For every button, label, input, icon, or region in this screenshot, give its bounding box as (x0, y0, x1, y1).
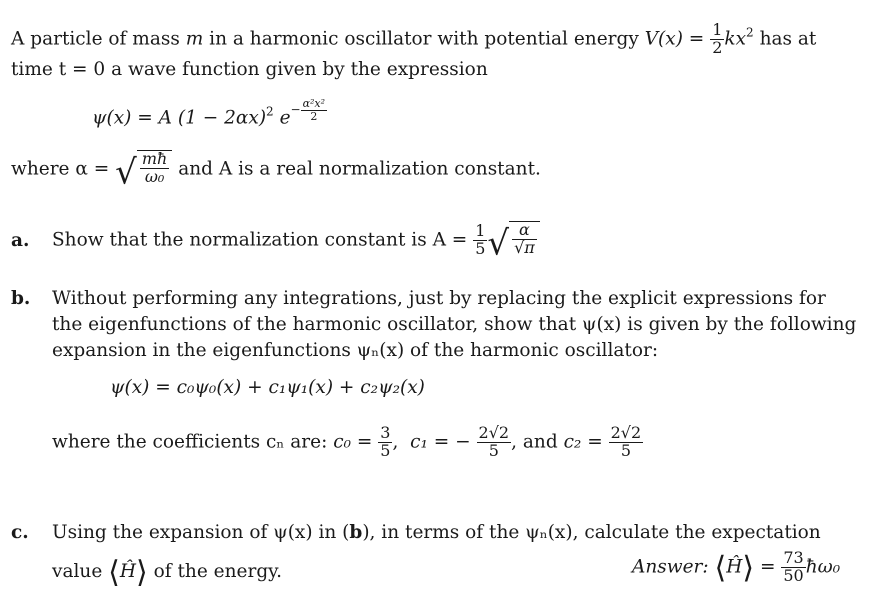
part-c-energy-text: of the energy. (153, 561, 283, 582)
part-b-label: b. (11, 288, 31, 309)
psi-exponent: − $\frac{\text{α²x²}}{2}$ (290, 97, 326, 123)
c0-lhs: c₀ = (333, 431, 373, 453)
psi-equation (92, 98, 327, 128)
intro-line-1 (11, 22, 816, 57)
intro-line-2: time t = 0 a wave function given by the expression (11, 59, 488, 80)
c1-lhs: c₁ = − (410, 431, 471, 453)
right-angle: ⟩ (136, 555, 148, 590)
part-c-line-1 (52, 524, 821, 543)
alpha-post-text: and A is a real normalization constant. (178, 158, 541, 180)
answer-right-angle: ⟩ (742, 550, 755, 586)
part-a-label: a. (11, 230, 30, 251)
part-c-label: c. (11, 522, 29, 543)
part-c-line-2 (52, 555, 283, 590)
part-a-sqrt: √ $\frac{\alpha}{√\pi}$ (487, 221, 539, 260)
psi-power: 2 (266, 104, 274, 119)
hamiltonian-symbol: Ĥ (119, 561, 137, 582)
left-angle: ⟨ (108, 555, 120, 590)
answer-units: ħω₀ (805, 556, 841, 578)
part-c-text-post: ), in terms of the ψₙ(x), calculate the expectation (362, 522, 821, 543)
answer-hamiltonian: Ĥ (726, 556, 743, 578)
coefficients-line: where the coefficients cₙ are: c₀ = $\frac{3}{5}$ , c₁ = − $\frac{2√2}{5}$ , and c₂ = $\frac{2√2}{5}$ (52, 423, 642, 460)
part-a-fraction: $\frac{1}{5}$ (475, 221, 486, 259)
coefficients-intro: where the coefficients cₙ are: (52, 431, 328, 453)
alpha-sqrt: √ $\frac{mħ}{\text{ω₀}}$ (115, 150, 172, 189)
and-word: and (522, 431, 558, 453)
part-c-ref: b (349, 522, 363, 543)
intro-text-mid: in a harmonic oscillator with potential energy (209, 28, 639, 50)
c0-fraction: $\frac{3}{5}$ (380, 423, 391, 460)
potential-lhs: V(x) = (644, 28, 705, 50)
answer-block: Answer: ⟨Ĥ⟩ = $\frac{73}{50}$ ħω₀ (632, 548, 841, 586)
c2-lhs: c₂ = (563, 431, 603, 453)
part-c-text-pre: Using the expansion of ψ(x) in ( (52, 522, 350, 543)
c2-fraction: $\frac{2√2}{5}$ (610, 423, 642, 460)
alpha-definition (11, 149, 541, 193)
c1-fraction: $\frac{2√2}{5}$ (478, 423, 510, 460)
part-b-line-2: the eigenfunctions of the harmonic oscillator, show that ψ(x) is given by the following (52, 314, 857, 335)
expansion-equation: ψ(x) = c₀ψ₀(x) + c₁ψ₁(x) + c₂ψ₂(x) (110, 377, 425, 398)
psi-expression: ψ(x) = A (1 − 2αx) (92, 107, 267, 129)
potential-power: 2 (746, 25, 754, 40)
part-c-value-word: value (52, 561, 103, 582)
answer-fraction: $\frac{73}{50}$ (783, 548, 804, 585)
intro-text-post: has at (759, 28, 817, 50)
potential-rhs: kx (724, 28, 747, 50)
part-a-text (52, 220, 540, 264)
psi-exp-base: e (279, 107, 291, 129)
alpha-lhs: where α = (11, 158, 110, 180)
answer-label: Answer: (632, 556, 709, 578)
potential-fraction: $\frac{1}{2}$ (712, 20, 723, 57)
part-b-line-1: Without performing any integrations, just by replacing the explicit expressions for (52, 288, 826, 309)
mass-symbol: m (185, 28, 204, 50)
part-a-statement: Show that the normalization constant is A = (52, 229, 468, 251)
part-b-line-3: expansion in the eigenfunctions ψₙ(x) of the harmonic oscillator: (52, 340, 659, 361)
answer-left-angle: ⟨ (714, 550, 727, 586)
intro-text: A particle of mass (11, 28, 180, 50)
